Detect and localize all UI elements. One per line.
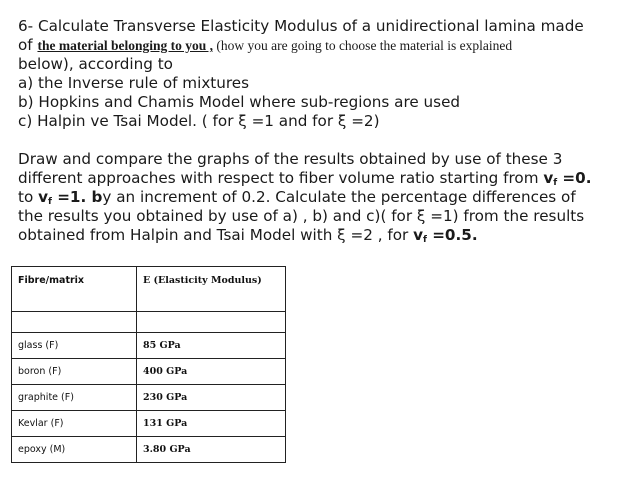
vf-symbol: $v_f =0$. <box>543 169 592 188</box>
question-line-3: below), according to <box>18 55 173 73</box>
item-c: c) Halpin ve Tsai Model. ( for ξ =1 and for ξ =2) <box>18 112 380 130</box>
modulus-cell: 3.80 GPa <box>137 437 286 463</box>
table-header-row <box>12 267 286 312</box>
task-line-1: Draw and compare the graphs of the results obtained by use of these 3 <box>18 150 563 168</box>
table-empty-cell <box>12 312 137 333</box>
material-cell: epoxy (M) <box>12 437 137 463</box>
material-cell: graphite (F) <box>12 385 137 411</box>
question-line-1: 6- Calculate Transverse Elasticity Modulus of a unidirectional lamina made <box>18 17 584 35</box>
table-row <box>12 411 286 437</box>
header-elasticity-modulus: E (Elasticity Modulus) <box>137 267 286 312</box>
task-line-3-prefix: to <box>18 188 39 206</box>
item-b: b) Hopkins and Chamis Model where sub-regions are used <box>18 93 461 111</box>
table-row <box>12 437 286 463</box>
material-link: the material belonging to you , <box>37 38 213 53</box>
material-cell: boron (F) <box>12 359 137 385</box>
item-a: a) the Inverse rule of mixtures <box>18 74 250 92</box>
table-row <box>12 359 286 385</box>
question-line-2-prefix: of <box>18 36 38 54</box>
task-line-2-text: different approaches with respect to fiber volume ratio starting from <box>18 169 544 187</box>
material-cell: glass (F) <box>12 333 137 359</box>
vf-symbol: $v_f =0.5$. <box>413 226 478 245</box>
task-line-5-text: obtained from Halpin and Tsai Model with ξ =2 , for <box>18 226 414 244</box>
question-line-2 <box>18 36 512 55</box>
modulus-cell: 230 GPa <box>137 385 286 411</box>
vf-symbol: $v_f =1$. b <box>38 188 103 207</box>
task-line-4: the results you obtained by use of a) , b) and c)( for ξ =1) from the results <box>18 207 585 225</box>
table-row <box>12 333 286 359</box>
task-line-5 <box>18 226 478 250</box>
table-spacer-row <box>12 312 286 333</box>
modulus-cell: 131 GPa <box>137 411 286 437</box>
modulus-cell: 85 GPa <box>137 333 286 359</box>
modulus-cell: 400 GPa <box>137 359 286 385</box>
question-line-2-suffix: (how you are going to choose the material is explained <box>212 38 513 53</box>
material-cell: Kevlar (F) <box>12 411 137 437</box>
header-fibre-matrix: Fibre/matrix <box>12 267 137 312</box>
task-line-3-text: y an increment of 0.2. Calculate the percentage differences of <box>102 188 576 206</box>
table-empty-cell <box>137 312 286 333</box>
table-row <box>12 385 286 411</box>
material-properties-table <box>11 266 286 463</box>
